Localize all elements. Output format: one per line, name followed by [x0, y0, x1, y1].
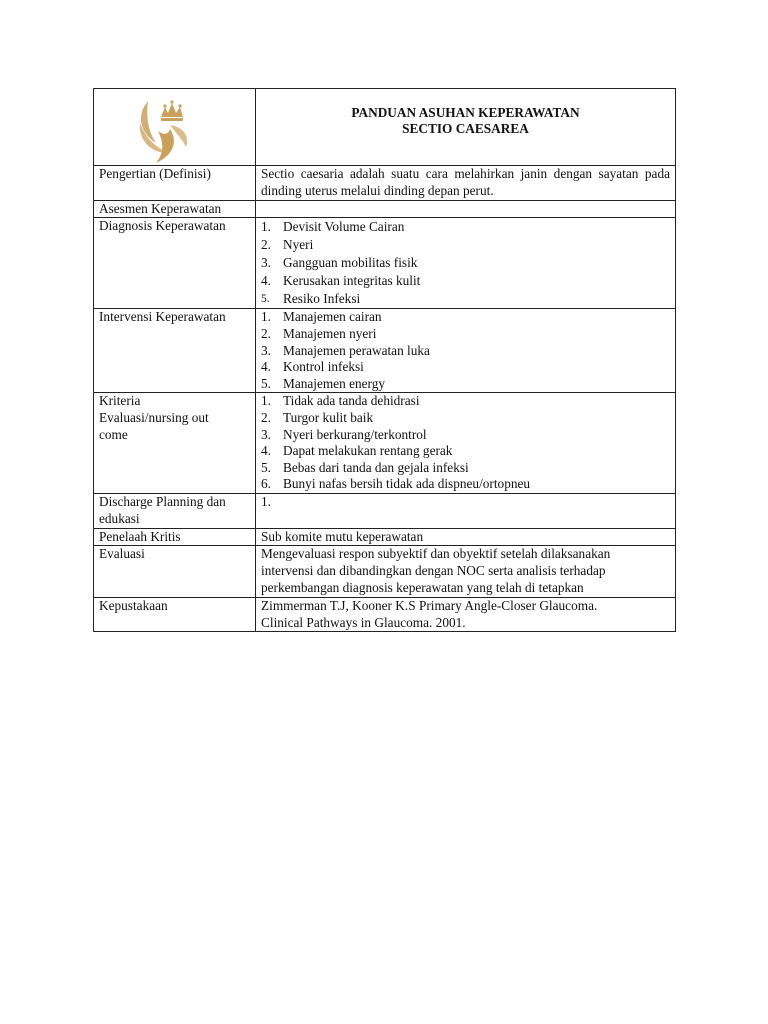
value-penelaah: Sub komite mutu keperawatan — [256, 528, 676, 546]
list-item: 6. Bunyi nafas bersih tidak ada dispneu/ortopneu — [261, 476, 531, 492]
row-definisi — [94, 166, 676, 201]
row-evaluasi — [94, 546, 676, 597]
list-item: 2. Manajemen nyeri — [261, 325, 377, 341]
list-item: 3. Gangguan mobilitas fisik — [261, 255, 418, 271]
label-diagnosis: Diagnosis Keperawatan — [94, 218, 256, 309]
list-item: 2. Turgor kulit baik — [261, 409, 374, 425]
list-item: 3. Nyeri berkurang/terkontrol — [261, 426, 427, 442]
value-definisi: Sectio caesaria adalah suatu cara melahirkan janin dengan sayatan pada dinding uterus melalui dinding depan perut. — [256, 166, 676, 201]
row-diagnosis — [94, 218, 676, 309]
kriteria-list — [261, 393, 670, 493]
intervensi-list — [261, 309, 670, 392]
row-kriteria — [94, 393, 676, 494]
value-kriteria — [256, 393, 676, 494]
header-row — [94, 89, 676, 166]
list-item: 4. Kerusakan integritas kulit — [261, 273, 421, 289]
list-item: 4. Dapat melakukan rentang gerak — [261, 443, 453, 459]
row-kepustakaan — [94, 597, 676, 632]
label-evaluasi: Evaluasi — [94, 546, 256, 597]
value-discharge: 1. — [256, 493, 676, 528]
list-item: 5. Bebas dari tanda dan gejala infeksi — [261, 459, 469, 475]
label-intervensi: Intervensi Keperawatan — [94, 309, 256, 393]
list-item: 4. Kontrol infeksi — [261, 359, 364, 375]
label-definisi: Pengertian (Definisi) — [94, 166, 256, 201]
guideline-table — [93, 88, 676, 632]
label-kriteria: Kriteria Evaluasi/nursing out come — [94, 393, 256, 494]
value-asesmen — [256, 200, 676, 218]
list-item: 1. Tidak ada tanda dehidrasi — [261, 393, 420, 409]
label-kepustakaan: Kepustakaan — [94, 597, 256, 632]
list-item: 1. Manajemen cairan — [261, 309, 382, 325]
label-asesmen: Asesmen Keperawatan — [94, 200, 256, 218]
list-item: 2. Nyeri — [261, 237, 314, 253]
row-intervensi — [94, 309, 676, 393]
row-penelaah — [94, 528, 676, 546]
list-item: 5. Manajemen energy — [261, 375, 386, 391]
value-intervensi — [256, 309, 676, 393]
row-asesmen — [94, 200, 676, 218]
row-discharge — [94, 493, 676, 528]
value-diagnosis — [256, 218, 676, 309]
crown-leaf-logo-icon — [134, 97, 202, 165]
label-penelaah: Penelaah Kritis — [94, 528, 256, 546]
diagnosis-list — [261, 218, 670, 308]
list-item: 5. Resiko Infeksi — [261, 291, 361, 307]
logo-cell — [94, 89, 256, 166]
list-item: 3. Manajemen perawatan luka — [261, 342, 430, 358]
page-subtitle: SECTIO CAESAREA — [402, 121, 529, 136]
list-item: 1. Devisit Volume Cairan — [261, 219, 405, 235]
title-cell — [256, 89, 676, 166]
page-title: PANDUAN ASUHAN KEPERAWATAN — [351, 105, 580, 120]
value-evaluasi: Mengevaluasi respon subyektif dan obyektif setelah dilaksanakan intervensi dan dibandingkan dengan NOC serta analisis terhadap perkembangan diagnosis keperawatan yang telah di tetapkan — [256, 546, 676, 597]
label-discharge: Discharge Planning dan edukasi — [94, 493, 256, 528]
value-kepustakaan: Zimmerman T.J, Kooner K.S Primary Angle-Closer Glaucoma. Clinical Pathways in Glaucoma. 2001. — [256, 597, 676, 632]
